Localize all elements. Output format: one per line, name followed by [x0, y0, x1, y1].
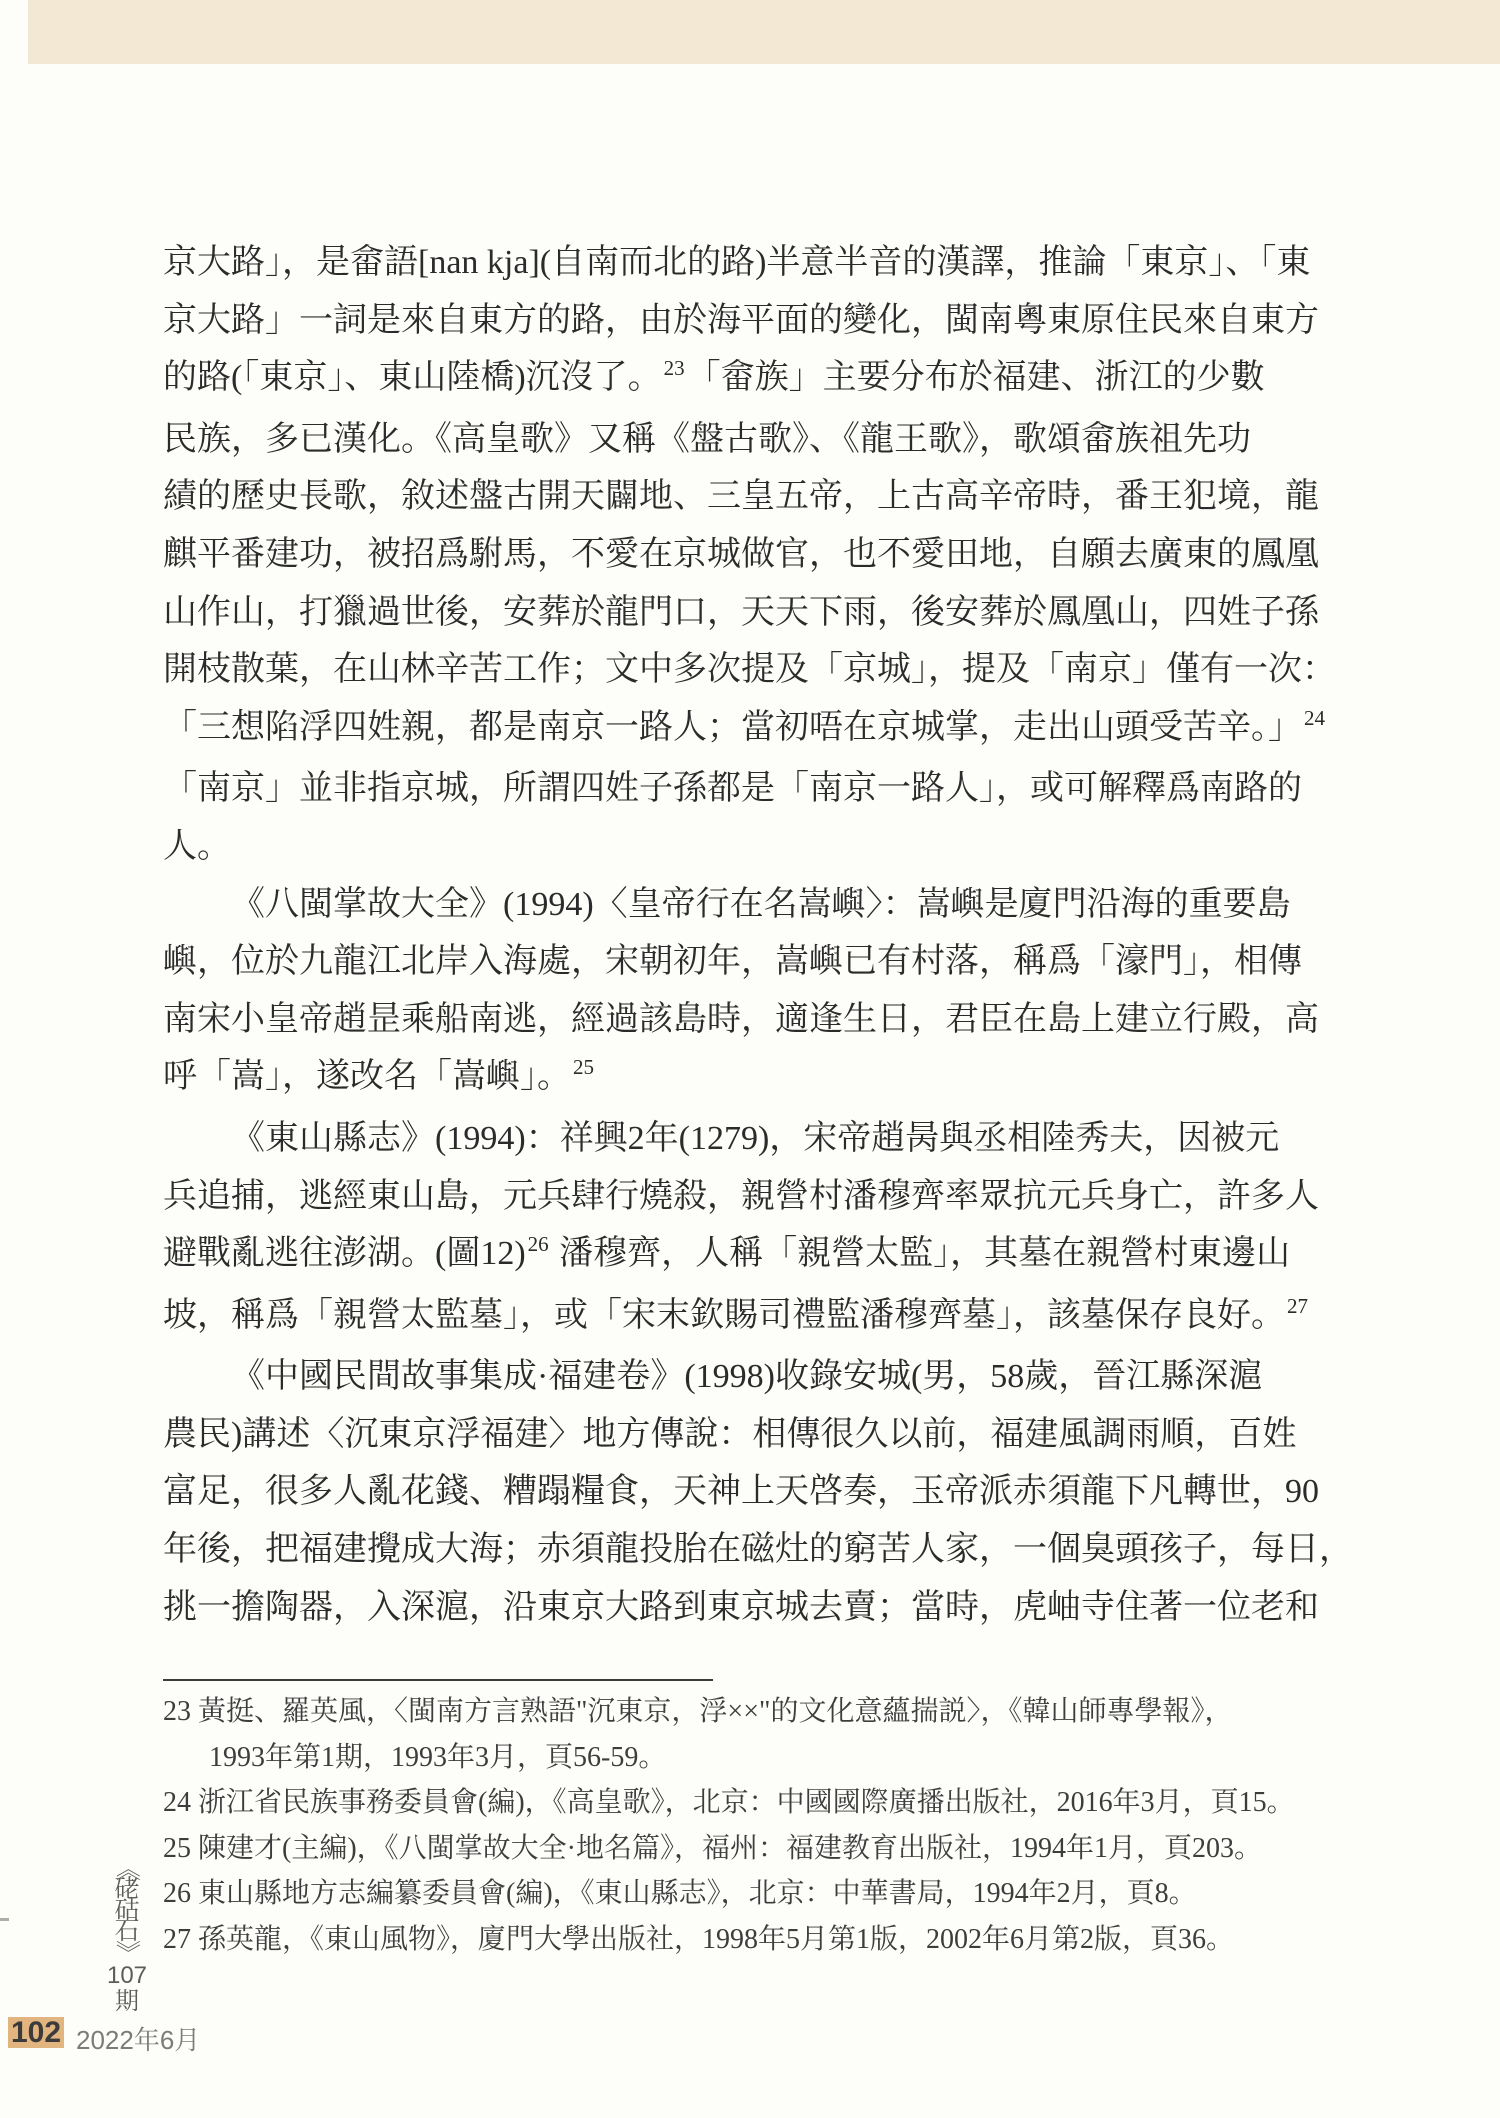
- text-run: 「三想陷浮四姓親，都是南京一路人；當初唔在京城掌，走出山頭受苦辛。」: [163, 708, 1302, 746]
- body-line: [163, 584, 1348, 642]
- body-line: [163, 760, 1348, 818]
- journal-title-char: 𥑮: [114, 1897, 140, 1924]
- footnote-ref: 27: [1287, 1293, 1308, 1318]
- text-run: 山作山，打獵過世後，安葬於龍門口，天天下雨，後安葬於鳳凰山，四姓子孫: [163, 593, 1319, 631]
- text-run: 民族，多已漢化。《高皇歌》又稱《盤古歌》、《龍王歌》，歌頌畲族祖先功: [163, 420, 1251, 458]
- journal-title-char: 《: [113, 1855, 141, 1882]
- journal-title-chars: [103, 1855, 151, 1966]
- journal-title-char: 石: [114, 1918, 140, 1945]
- journal-title-vertical: [103, 1855, 151, 2015]
- text-run: 京大路」一詞是來自東方的路，由於海平面的變化，閩南粵東原住民來自東方: [163, 301, 1319, 339]
- body-line: [163, 411, 1348, 469]
- text-run: 坡，稱爲「親營太監墓」，或「宋末欽賜司禮監潘穆齊墓」，該墓保存良好。: [163, 1296, 1285, 1334]
- text-run: 「畲族」主要分布於福建、浙江的少數: [686, 359, 1265, 397]
- footnote-line: 26 東山縣地方志編纂委員會(編)，《東山縣志》，北京：中華書局，1994年2月，頁8。: [163, 1878, 1197, 1909]
- issue-date: 2022年6月: [76, 2025, 201, 2055]
- text-run: 績的歷史長歌，敘述盤古開天闢地、三皇五帝，上古高辛帝時，番王犯境，龍: [163, 478, 1319, 516]
- body-line: [163, 1048, 1348, 1110]
- footnote-line: 23 黃挺、羅英風，〈閩南方言熟語"沉東京，浮××"的文化意蘊揣説〉，《韓山師專學報》，: [163, 1696, 1233, 1727]
- text-run: 兵追捕，逃經東山島，元兵肆行燒殺，親營村潘穆齊率眾抗元兵身亡，許多人: [163, 1177, 1319, 1215]
- footnote-line: 27 孫英龍，《東山風物》，廈門大學出版社，1998年5月第1版，2002年6月第2版，頁36。: [163, 1923, 1235, 1955]
- body-line: [163, 818, 1348, 876]
- text-run: 農民)講述〈沉東京浮福建〉地方傳說：相傳很久以前，福建風調雨順，百姓: [163, 1415, 1297, 1453]
- text-run: 嶼，位於九龍江北岸入海處，宋朝初年，嵩嶼已有村落，稱爲「濠門」，相傳: [163, 943, 1302, 981]
- issue-number: 107: [106, 1962, 148, 1989]
- text-run: 呼「嵩」，遂改名「嵩嶼」。: [163, 1058, 571, 1096]
- footnote-ref: 24: [1304, 705, 1325, 730]
- body-line: [163, 1463, 1348, 1521]
- scan-edge-mark: [0, 1918, 9, 1921]
- journal-title-char: 硓: [114, 1876, 140, 1903]
- text-run: 《中國民間故事集成·福建卷》(1998)收錄安城(男，58歲，晉江縣深滬: [231, 1358, 1263, 1396]
- text-run: 富足，很多人亂花錢、糟蹋糧食，天神上天啓奏，玉帝派赤須龍下凡轉世，90: [163, 1473, 1319, 1511]
- body-line: [163, 234, 1348, 292]
- body-line: [163, 1406, 1348, 1464]
- journal-title-char: 》: [113, 1939, 141, 1966]
- footnote-line: 25 陳建才(主編)，《八閩掌故大全·地名篇》，福州：福建教育出版社，1994年1月，頁203。: [163, 1832, 1262, 1864]
- body-line: [163, 1225, 1348, 1287]
- text-run: 潘穆齊，人稱「親營太監」，其墓在親營村東邊山: [550, 1235, 1291, 1273]
- text-run: 麒平番建功，被招爲駙馬，不愛在京城做官，也不愛田地，自願去廣東的鳳凰: [163, 535, 1319, 573]
- footnote-line: 1993年第1期，1993年3月，頁56-59。: [209, 1741, 667, 1773]
- text-run: 南宋小皇帝趙昰乘船南逃，經過該島時，適逢生日，君臣在島上建立行殿，高: [163, 1000, 1319, 1038]
- body-line: [163, 1521, 1353, 1579]
- body-line: [163, 1287, 1348, 1349]
- footnote-line: 24 浙江省民族事務委員會(編)，《高皇歌》，北京：中國國際廣播出版社，2016年3月，頁15。: [163, 1787, 1295, 1818]
- text-run: 年後，把福建攪成大海；赤須龍投胎在磁灶的窮苦人家，一個臭頭孩子，每日，: [163, 1531, 1353, 1569]
- text-run: 的路(「東京」、東山陸橋)沉沒了。: [163, 359, 662, 397]
- body-line: [163, 991, 1348, 1049]
- text-run: 挑一擔陶器，入深滬，沿東京大路到東京城去賣；當時，虎岫寺住著一位老和: [163, 1588, 1319, 1626]
- article-body: [163, 234, 1353, 1636]
- body-line: [163, 526, 1348, 584]
- page-top-edge-strip: [28, 0, 1500, 64]
- body-line: [163, 1348, 1348, 1406]
- body-line: [163, 349, 1348, 411]
- footnote-ref: 25: [573, 1055, 594, 1080]
- footnote-separator: [163, 1679, 713, 1681]
- body-line: [163, 641, 1348, 699]
- text-run: 《東山縣志》(1994)：祥興2年(1279)，宋帝趙昺與丞相陸秀夫，因被元: [231, 1119, 1280, 1157]
- body-line: [163, 1110, 1348, 1168]
- body-line: [163, 292, 1348, 350]
- text-run: 避戰亂逃往澎湖。(圖12): [163, 1235, 526, 1273]
- footnote-ref: 26: [527, 1232, 549, 1257]
- text-run: 「南京」並非指京城，所謂四姓子孫都是「南京一路人」，或可解釋爲南路的: [163, 770, 1302, 808]
- text-run: 開枝散葉，在山林辛苦工作；文中多次提及「京城」，提及「南京」僅有一次：: [163, 651, 1336, 689]
- body-line: [163, 933, 1348, 991]
- page-number-badge: 102: [8, 2017, 64, 2048]
- body-line: [163, 699, 1348, 761]
- body-line: [163, 1579, 1348, 1637]
- body-line: [163, 1168, 1348, 1226]
- footnote-ref: 23: [663, 356, 685, 381]
- text-run: 人。: [163, 827, 231, 865]
- text-run: 京大路」，是畲語[nan kja](自南而北的路)半意半音的漢譯，推論「東京」、「東: [163, 244, 1311, 281]
- body-line: [163, 876, 1348, 934]
- issue-unit: 期: [115, 1989, 139, 2015]
- body-line: [163, 468, 1348, 526]
- text-run: 《八閩掌故大全》(1994)〈皇帝行在名嵩嶼〉：嵩嶼是廈門沿海的重要島: [231, 885, 1291, 923]
- footnotes-block: [163, 1689, 1363, 1962]
